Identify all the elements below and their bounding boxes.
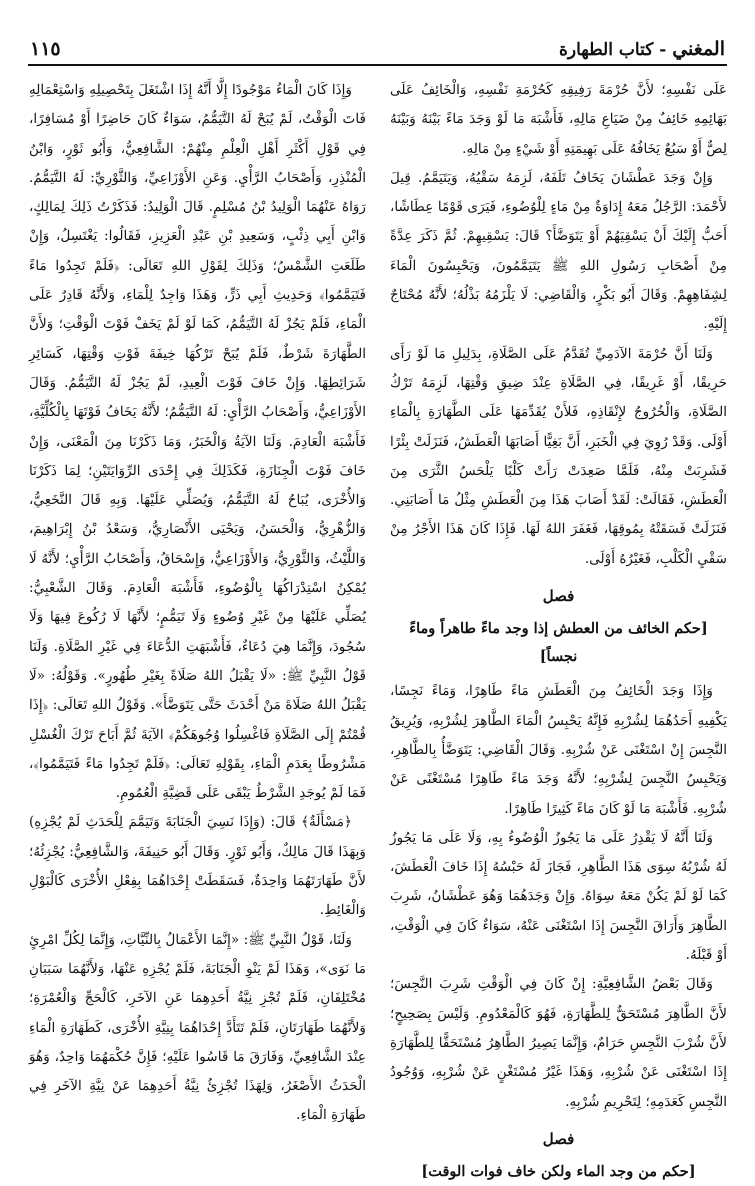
running-title (559, 38, 725, 60)
section-heading: [حكم الخائف من العطش إذا وجد ماءً طاهراً وماءً نجساً] (409, 620, 708, 666)
text-columns (28, 76, 727, 1181)
paragraph: وَلَنَا، قَوْلُ النَّبِيِّ ﷺ: «إِنَّمَا الأَعْمَالُ بِالنِّيَّاتِ، وَإِنَّمَا لِكُلِّ امْرِئٍ مَا نَوَى»، وَهَذَا لَمْ يَنْوِ الْجَنَابَةَ، فَلَمْ يُجْزِهِ عَنْهَا، وَلأَنَّهُمَا سَبَبَانِ مُخْتَلِفَانِ، فَلَمْ تُجْزِ نِيَّةُ أَحَدِهِمَا عَنِ الآخَرِ، كَالْحَجِّ وَالْعُمْرَةِ؛ وَلأَنَّهُمَا طَهَارَتَانِ، فَلَمْ تَتَأَدَّ إِحْدَاهُمَا بِنِيَّةِ الأُخْرَى، كَطَهَارَةِ الْمَاءِ عِنْدَ الشَّافِعِيِّ، وَفَارَقَ مَا قَاسُوا عَلَيْهِ؛ فَإِنَّ حُكْمَهُمَا وَاحِدٌ، وَهُوَ الْحَدَثُ الأَصْغَرُ، وَلِهَذَا تُجْزِئُ نِيَّةُ أَحَدِهِمَا عَنْ نِيَّةِ الآخَرِ فِي طَهَارَةِ الْمَاءِ. (29, 931, 366, 1124)
paragraph: ﴿مَسْأَلَةٌ﴾ قَالَ: (وَإِذَا نَسِيَ الْجَنَابَةَ وَتَيَمَّمَ لِلْحَدَثِ لَمْ يُجْزِهِ) وَبِهَذَا قَالَ مَالِكٌ، وَأَبُو ثَوْرٍ. وَقَالَ أَبُو حَنِيفَةَ، وَالشَّافِعِيُّ: يُجْزِئُهُ؛ لأَنَّ طَهَارَتَهُمَا وَاحِدَةٌ، فَسَقَطَتْ إِحْدَاهُمَا بِفِعْلِ الأُخْرَى كَالْبَوْلِ وَالْغَائِطِ. (29, 814, 366, 919)
book-name: المغني (672, 38, 725, 60)
paragraph: وَلَنَا أَنَّ حُرْمَةَ الآدَمِيِّ تُقَدَّمُ عَلَى الصَّلَاةِ، بِدَلِيلِ مَا لَوْ رَأَى حَرِيقًا، أَوْ غَرِيقًا، فِي الصَّلَاةِ عِنْدَ ضِيقِ وَقْتِهَا، لَزِمَهُ تَرْكُ الصَّلَاةِ، وَالْخُرُوجُ لإِنْقَاذِهِ، فَلأَنْ يُقَدِّمَهَا عَلَى الطَّهَارَةِ بِالْمَاءِ أَوْلَى. وَقَدْ رُوِيَ فِي الْخَبَرِ، أَنَّ بَغِيًّا أَصَابَهَا الْعَطَشُ، فَنَزَلَتْ بِئْرًا فَشَرِبَتْ مِنْهُ، فَلَمَّا صَعِدَتْ رَأَتْ كَلْبًا يَلْحَسُ الثَّرَى مِنَ الْعَطَشِ، فَقَالَتْ: لَقَدْ أَصَابَ هَذَا مِنَ الْعَطَشِ مِثْلُ مَا أَصَابَنِي. فَنَزَلَتْ فَسَقَتْهُ بِمُوقِهَا، فَغَفَرَ اللهُ لَهَا. فَإِذَا كَانَ هَذَا الأَجْرُ مِنْ سَقْيِ الْكَلْبِ، فَغَيْرُهُ أَوْلَى. (390, 345, 727, 567)
paragraph: وَلَنَا أَنَّهُ لَا يَقْدِرُ عَلَى مَا يَجُوزُ الْوُضُوءُ بِهِ، وَلَا عَلَى مَا يَجُوزُ لَهُ شُرْبُهُ سِوَى هَذَا الطَّاهِرِ، فَجَازَ لَهُ حَبْسُهُ إِذَا خَافَ الْعَطَشَ، كَمَا لَوْ لَمْ يَكُنْ مَعَهُ سِوَاهُ. وَإِنْ وَجَدَهُمَا وَهُوَ عَطْشَانُ، شَرِبَ الطَّاهِرَ وَأَرَاقَ النَّجِسَ إِذَا اسْتَغْنَى عَنْهُ، سَوَاءٌ كَانَ فِي الْوَقْتِ، أَوْ قَبْلَهُ. (390, 829, 727, 964)
chapter-name: كتاب الطهارة (558, 40, 654, 60)
paragraph: وَإِنْ وَجَدَ عَطْشَانَ يَخَافُ تَلَفَهُ، لَزِمَهُ سَقْيُهُ، وَيَتَيَمَّمُ. قِيلَ لأَحْمَدَ: الرَّجُلُ مَعَهُ إِدَاوَةٌ مِنْ مَاءٍ لِلْوُضُوءِ، فَيَرَى قَوْمًا عِطَاشًا، أَحَبُّ إِلَيْكَ أَنْ يَسْقِيَهُمْ أَوْ يَتَوَضَّأَ؟ قَالَ: يَسْقِيهِمْ. ثُمَّ ذَكَرَ عِدَّةً مِنْ أَصْحَابِ رَسُولِ اللهِ ﷺ يَتَيَمَّمُونَ، وَيَحْبِسُونَ الْمَاءَ لِشِفَاهِهِمْ. وَقَالَ أَبُو بَكْرٍ، وَالْقَاضِي: لَا يَلْزَمُهُ بَذْلُهُ؛ لأَنَّهُ مُحْتَاجٌ إِلَيْهِ. (390, 169, 727, 333)
section-heading: [حكم من وجد الماء ولكن خاف فوات الوقت] (421, 1163, 696, 1181)
paragraph: وَإِذَا كَانَ الْمَاءُ مَوْجُودًا إِلَّا أَنَّهُ إِذَا اشْتَغَلَ بِتَحْصِيلِهِ وَاسْتِعْمَالِهِ فَاتَ الْوَقْتُ، لَمْ يُبَحْ لَهُ التَّيَمُّمُ، سَوَاءٌ كَانَ حَاضِرًا أَوْ مُسَافِرًا، فِي قَوْلِ أَكْثَرِ أَهْلِ الْعِلْمِ مِنْهُمْ: الشَّافِعِيُّ، وَأَبُو ثَوْرٍ، وَابْنُ الْمُنْذِرِ، وَأَصْحَابُ الرَّأْيِ. وَعَنِ الأَوْزَاعِيِّ، وَالثَّوْرِيِّ: لَهُ التَّيَمُّمُ. رَوَاهُ عَنْهُمَا الْوَلِيدُ بْنُ مُسْلِمٍ. قَالَ الْوَلِيدُ: فَذَكَرْتُ ذَلِكَ لِمَالِكٍ، وَابْنِ أَبِي ذِئْبٍ، وَسَعِيدِ بْنِ عَبْدِ الْعَزِيزِ، فَقَالُوا: يَغْتَسِلُ، وَإِنْ طَلَعَتِ الشَّمْسُ؛ وَذَلِكَ لِقَوْلِ اللهِ تَعَالَى: ﴿فَلَمْ تَجِدُوا مَاءً فَتَيَمَّمُوا﴾ وَحَدِيثِ أَبِي ذَرٍّ، وَهَذَا وَاجِدٌ لِلْمَاءِ، وَلأَنَّهُ قَادِرٌ عَلَى الْمَاءِ، فَلَمْ يَجُزْ لَهُ التَّيَمُّمُ، كَمَا لَوْ لَمْ يَخَفْ فَوْتَ الْوَقْتِ؛ وَلأَنَّ الطَّهَارَةَ شَرْطٌ، فَلَمْ يُبَحْ تَرْكُهَا خِيفَةَ فَوْتِ وَقْتِهَا، كَسَائِرِ شَرَائِطِهَا. وَإِنْ خَافَ فَوْتَ الْعِيدِ، لَمْ يَجُزْ لَهُ التَّيَمُّمُ. وَقَالَ الأَوْزَاعِيُّ، وَأَصْحَابُ الرَّأْيِ: لَهُ التَّيَمُّمُ؛ لأَنَّهُ يَخَافُ فَوْتَهَا بِالْكُلِّيَّةِ، فَأَشْبَهَ الْعَادِمَ. وَلَنَا الآيَةُ وَالْخَبَرُ، وَمَا ذَكَرْنَا مِنَ الْمَعْنَى، وَإِنْ خَافَ فَوْتَ الْجِنَازَةِ، فَكَذَلِكَ فِي إِحْدَى الرِّوَايَتَيْنِ؛ لِمَا ذَكَرْنَا وَالأُخْرَى، يُبَاحُ لَهُ التَّيَمُّمُ، وَيُصَلِّي عَلَيْهَا. وَبِهِ قَالَ النَّخَعِيُّ، وَالزُّهْرِيُّ، وَالْحَسَنُ، وَيَحْيَى الأَنْصَارِيُّ، وَسَعْدُ بْنُ إِبْرَاهِيمَ، وَاللَّيْثُ، وَالثَّوْرِيُّ، وَالأَوْزَاعِيُّ، وَإِسْحَاقُ، وَأَصْحَابُ الرَّأْيِ؛ لأَنَّهُ لَا يُمْكِنُ اسْتِدْرَاكُهَا بِالْوُضُوءِ، فَأَشْبَهَ الْعَادِمَ. وَقَالَ الشَّعْبِيُّ: يُصَلِّي عَلَيْهَا مِنْ غَيْرِ وُضُوءٍ وَلَا تَيَمُّمٍ؛ لأَنَّهَا لَا رُكُوعَ فِيهَا وَلَا سُجُودَ، وَإِنَّمَا هِيَ دُعَاءٌ، فَأَشْبَهَتِ الدُّعَاءَ فِي غَيْرِ الصَّلَاةِ. وَلَنَا قَوْلُ النَّبِيِّ ﷺ: «لَا يَقْبَلُ اللهُ صَلَاةً بِغَيْرِ طُهُورٍ». وَقَوْلُهُ: «لَا يَقْبَلُ اللهُ صَلَاةَ مَنْ أَحْدَثَ حَتَّى يَتَوَضَّأَ». وَقَوْلُ اللهِ تَعَالَى: ﴿إِذَا قُمْتُمْ إِلَى الصَّلَاةِ فَاغْسِلُوا وُجُوهَكُمْ﴾ الآيَةَ ثُمَّ أَبَاحَ تَرْكَ الْغُسْلِ مَشْرُوطًا بِعَدَمِ الْمَاءِ، بِقَوْلِهِ تَعَالَى: ﴿فَلَمْ تَجِدُوا مَاءً فَتَيَمَّمُوا﴾، فَمَا لَمْ يُوجَدِ الشَّرْطُ يَبْقَى عَلَى قَضِيَّةِ الْعُمُومِ. (29, 82, 366, 802)
section-label: فصل (542, 1129, 575, 1148)
paragraph: عَلَى نَفْسِهِ؛ لأَنَّ حُرْمَةَ رَفِيقِهِ كَحُرْمَةِ نَفْسِهِ، وَالْخَائِفُ عَلَى بَهَائِمِهِ خَائِفٌ مِنْ ضَيَاعِ مَالِهِ، فَأَشْبَهَ مَا لَوْ وَجَدَ مَاءً بَيْنَهُ وَبَيْنَهُ لِصٌّ أَوْ سَبُعٌ يَخَافُهُ عَلَى بَهِيمَتِهِ أَوْ شَيْءٍ مِنْ مَالِهِ. (390, 82, 727, 157)
paragraph: وَقَالَ بَعْضُ الشَّافِعِيَّةِ: إِنْ كَانَ فِي الْوَقْتِ شَرِبَ النَّجِسَ؛ لأَنَّ الطَّاهِرَ مُسْتَحَقٌّ لِلطَّهَارَةِ، فَهُوَ كَالْمَعْدُومِ. وَلَيْسَ بِصَحِيحٍ؛ لأَنَّ شُرْبَ النَّجِسِ حَرَامٌ، وَإِنَّمَا يَصِيرُ الطَّاهِرُ مُسْتَحَقًّا لِلطَّهَارَةِ إِذَا اسْتَغْنَى عَنْ شُرْبِهِ، وَهَذَا غَيْرُ مُسْتَغْنٍ عَنْ شُرْبِهِ، وَوُجُودُ النَّجِسِ كَعَدَمِهِ؛ لِتَحْرِيمِ شُرْبِهِ. (390, 976, 727, 1110)
right-column (390, 76, 727, 1181)
section-label: فصل (542, 587, 575, 606)
page-number: ١١٥ (30, 38, 61, 60)
page-header (28, 34, 727, 66)
paragraph: وَإِذَا وَجَدَ الْخَائِفُ مِنَ الْعَطَشِ مَاءً طَاهِرًا، وَمَاءً نَجِسًا، يَكْفِيهِ أَحَدُهُمَا لِشُرْبِهِ فَإِنَّهُ يَحْبِسُ الْمَاءَ الطَّاهِرَ لِشُرْبِهِ، وَيُرِيقُ النَّجِسَ إِنْ اسْتَغْنَى عَنْ شُرْبِهِ. وَقَالَ الْقَاضِي: يَتَوَضَّأُ بِالطَّاهِرِ، وَيَحْبِسُ النَّجِسَ لِشُرْبِهِ؛ لأَنَّهُ وَجَدَ مَاءً طَاهِرًا مُسْتَغْنًى عَنْ شُرْبِهِ. فَأَشْبَهَ مَا لَوْ كَانَ مَاءً كَثِيرًا طَاهِرًا. (390, 683, 727, 817)
title-separator: - (653, 40, 673, 60)
left-column (29, 76, 366, 1124)
